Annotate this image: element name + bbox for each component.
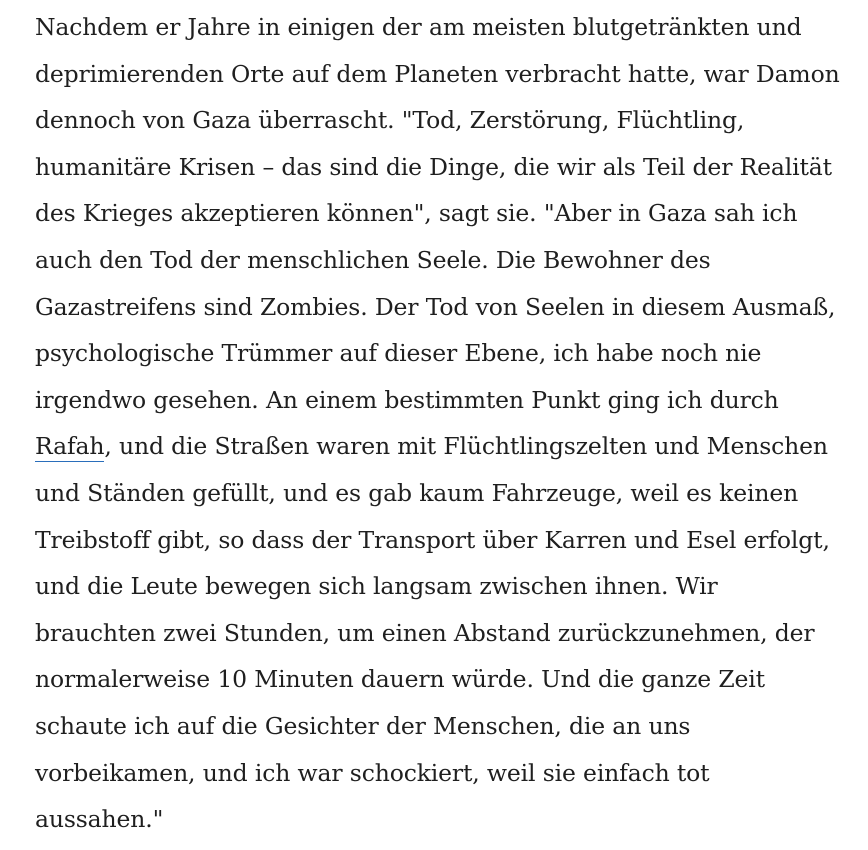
text-line: Nachdem er Jahre in einigen der am meisten blutgetränkten und [35,13,802,41]
text-line: dennoch von Gaza überrascht. "Tod, Zerstörung, Flüchtling, [35,106,745,135]
rafah-link[interactable]: Rafah [35,432,105,461]
text-line: deprimierenden Orte auf dem Planeten verbracht hatte, war Damon [35,59,840,88]
text-line: psychologische Trümmer auf dieser Ebene, ich habe noch nie [35,339,762,368]
text-line: aussahen." [35,805,164,834]
text-line: humanitäre Krisen – das sind die Dinge, die wir als Teil der Realität [35,152,832,181]
text-line: Gazastreifens sind Zombies. Der Tod von Seelen in diesem Ausmaß, [35,292,836,321]
article-body [35,0,843,843]
quote-paragraph [35,0,843,843]
text-line: und Ständen gefüllt, und es gab kaum Fahrzeuge, weil es keinen [35,478,799,507]
text-line: Treibstoff gibt, so dass der Transport über Karren und Esel erfolgt, [35,525,830,554]
text-line: normalerweise 10 Minuten dauern würde. Und die ganze Zeit [35,665,765,694]
text-line-rest: , und die Straßen waren mit Flüchtlingszelten und Menschen [104,432,828,461]
text-line: und die Leute bewegen sich langsam zwischen ihnen. Wir [35,572,718,601]
text-line: brauchten zwei Stunden, um einen Abstand zurückzunehmen, der [35,618,815,647]
text-line-with-link [35,423,843,470]
text-line: auch den Tod der menschlichen Seele. Die Bewohner des [35,245,711,274]
text-line: schaute ich auf die Gesichter der Menschen, die an uns [35,711,691,740]
text-line: vorbeikamen, und ich war schockiert, weil sie einfach tot [35,758,710,787]
text-line: des Krieges akzeptieren können", sagt sie. "Aber in Gaza sah ich [35,199,798,228]
text-line: irgendwo gesehen. An einem bestimmten Punkt ging ich durch [35,385,779,414]
